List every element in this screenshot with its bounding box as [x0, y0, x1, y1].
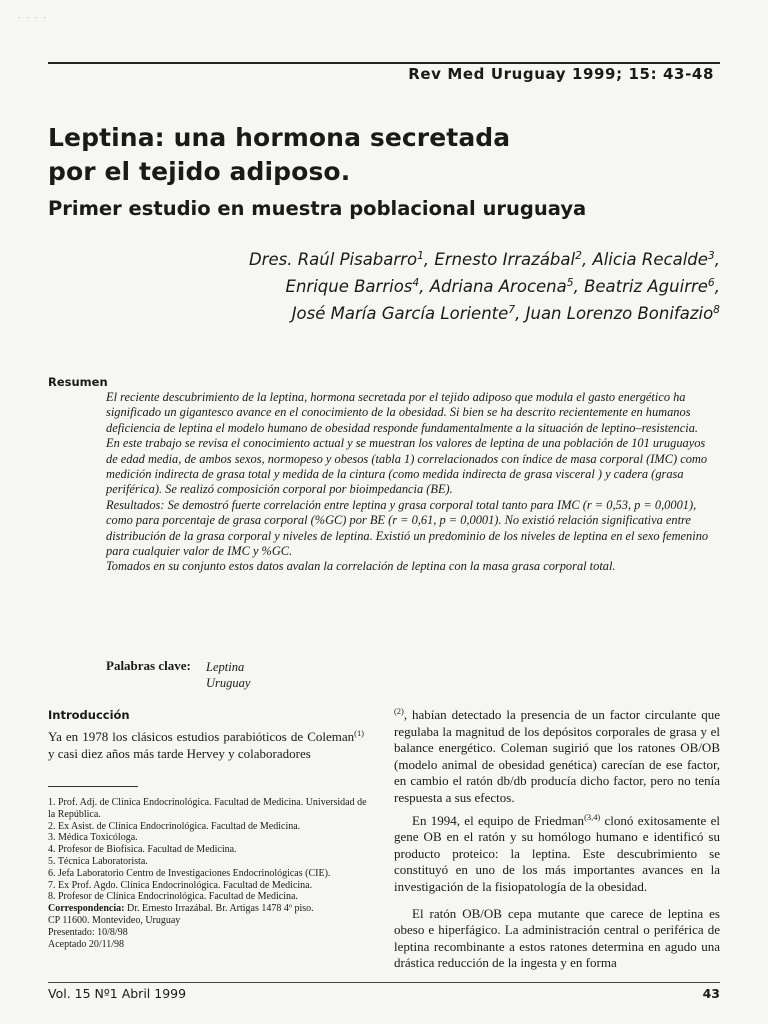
- keywords-label: Palabras clave:: [106, 658, 191, 673]
- author-name: Beatriz Aguirre: [584, 277, 708, 296]
- author-affiliation: 6: [707, 276, 715, 289]
- presented-date: Presentado: 10/8/98: [48, 926, 128, 938]
- author-name: Alicia Recalde: [592, 250, 708, 269]
- footnote: 6. Jefa Laboratorio Centro de Investigaciones Endocrinológicas (CIE).: [48, 867, 331, 879]
- author-name: Juan Lorenzo Bonifazio: [525, 304, 714, 323]
- author-line-2: Enrique Barrios$^4$, Adriana Arocena$^5$, Beatriz Aguirre$^6$,: [285, 276, 720, 296]
- author-name: José María García Loriente: [291, 304, 509, 323]
- body-paragraph: Ya en 1978 los clásicos estudios parabióticos de Coleman$^{(1)}$ y casi diez años más tarde Hervey y colaboradores: [48, 728, 364, 761]
- author-affiliation: 5: [566, 276, 574, 289]
- abstract-heading: Resumen: [48, 375, 108, 389]
- footnote: 3. Médica Toxicóloga.: [48, 832, 138, 844]
- page-number: 43: [702, 986, 720, 1001]
- body-paragraph: $^{(2)}$, habían detectado la presencia de un factor circulante que regulaba la magnitud de los depósitos corporales de grasa y el balance energético. Coleman sugirió que los ratones OB/OB (modelo animal de obesidad genética) carecían de ese factor, en cambio el ratón db/db producía dicho factor, pero no tenía respuesta a sus efectos.: [394, 706, 720, 805]
- correspondence: Correspondencia: Dr. Ernesto Irrazábal. Br. Artigas 1478 4º piso.: [48, 903, 314, 915]
- article-title-line-1: Leptina: una hormona secretada: [48, 123, 511, 152]
- article-title-line-2: por el tejido adiposo.: [48, 157, 351, 186]
- citation: (2): [394, 706, 404, 716]
- issue-info: Vol. 15 Nº1 Abril 1999: [48, 986, 187, 1001]
- author-prefix: Dres.: [248, 250, 293, 269]
- citation: (1): [354, 728, 364, 738]
- keyword: Leptina: [206, 660, 245, 674]
- body-paragraph: El ratón OB/OB cepa mutante que carece de leptina es obeso e hiperfágico. La administración central o periférica de leptina recombinante a estos ratones determina en agudo una drástica reducción de la ingesta y en forma: [394, 905, 720, 971]
- affiliation-footnotes: [48, 797, 368, 950]
- header-rule: [48, 62, 720, 64]
- author-affiliation: 1: [417, 249, 424, 262]
- body-paragraph: En 1994, el equipo de Friedman$^{(3,4)}$ clonó exitosamente el gene OB en el ratón y su homólogo humano e identificó su producto proteico: la leptina. Este descubrimiento se constituyó en uno de los más importantes avances en la investigación de la fisiopatología de la obesidad.: [394, 811, 720, 894]
- footnote: 5. Técnica Laboratorista.: [48, 855, 148, 867]
- author-name: Ernesto Irrazábal: [434, 250, 576, 269]
- footnote: 4. Profesor de Biofísica. Facultad de Medicina.: [48, 844, 237, 856]
- footer-rule: [48, 982, 720, 983]
- footnote: 2. Ex Asist. de Clínica Endocrinológica. Facultad de Medicina.: [48, 820, 301, 832]
- citation: (3,4): [584, 811, 601, 822]
- author-line-3: José María García Loriente$^7$, Juan Lorenzo Bonifazio$^8$: [291, 303, 720, 323]
- body-column-left: [48, 729, 364, 762]
- abstract-paragraph: Resultados: Se demostró fuerte correlación entre leptina y grasa corporal total tanto para IMC (r = 0,53, p = 0,0001), como para porcentaje de grasa corporal (%GC) por BE (r = 0,61, p = 0,0001). No existió relación significativa entre distribución de la grasa corporal y niveles de leptina. Existió un predominio de los niveles de leptina en el sexo femenino para cualquier valor de IMC y %GC.: [106, 497, 709, 559]
- scan-artifact-dots: . . . .: [18, 10, 48, 20]
- body-column-right: [394, 707, 720, 972]
- footnote: 7. Ex Prof. Agdo. Clínica Endocrinológica. Facultad de Medicina.: [48, 879, 313, 891]
- abstract-paragraph: En este trabajo se revisa el conocimiento actual y se muestran los valores de leptina de una población de 101 uruguayos de edad media, de ambos sexos, normopeso y obesos (tabla 1) correlacionados con índice de masa corporal (IMC) como medición indirecta de grasa total y medida de la cintura (como medida indirecta de grasa visceral ) y cadera (grasa periférica). Se realizó composición corporal por bioimpedancia (BE).: [106, 436, 708, 497]
- author-affiliation: 2: [575, 249, 582, 262]
- footnote: 1. Prof. Adj. de Clínica Endocrinológica. Facultad de Medicina. Universidad de la República.: [48, 797, 367, 820]
- abstract-body: [106, 390, 720, 575]
- author-line-1: Dres. Raúl Pisabarro$^1$, Ernesto Irrazábal$^2$, Alicia Recalde$^3$,: [248, 249, 720, 269]
- keywords-list: [206, 659, 250, 691]
- correspondence-address: CP 11600. Montevideo, Uruguay: [48, 914, 181, 926]
- author-affiliation: 7: [508, 303, 516, 316]
- keyword: Uruguay: [206, 676, 251, 690]
- author-name: Raúl Pisabarro: [297, 250, 418, 269]
- author-name: Enrique Barrios: [285, 277, 413, 296]
- accepted-date: Aceptado 20/11/98: [48, 938, 125, 950]
- footnote-rule: [48, 786, 138, 787]
- introduction-heading: Introducción: [48, 708, 130, 722]
- author-affiliation: 8: [713, 303, 720, 316]
- author-name: Adriana Arocena: [429, 277, 567, 296]
- abstract-paragraph: El reciente descubrimiento de la leptina, hormona secretada por el tejido adiposo que modula el gasto energético ha significado un gigantesco avance en el conocimiento de la obesidad. Si bien se ha descrito recientemente en humanos deficiencia de leptina el modelo humano de obesidad responde fundamentalmente a la situación de leptino–resistencia.: [106, 390, 698, 435]
- author-affiliation: 3: [707, 249, 715, 262]
- article-subtitle: Primer estudio en muestra poblacional uruguaya: [48, 197, 587, 220]
- author-affiliation: 4: [412, 276, 420, 289]
- abstract-paragraph: Tomados en su conjunto estos datos avalan la correlación de leptina con la masa grasa corporal total.: [106, 559, 616, 574]
- author-list: [249, 246, 720, 327]
- footnote: 8. Profesor de Clínica Endocrinológica. Facultad de Medicina.: [48, 891, 298, 903]
- journal-citation: Rev Med Uruguay 1999; 15: 43-48: [408, 65, 714, 83]
